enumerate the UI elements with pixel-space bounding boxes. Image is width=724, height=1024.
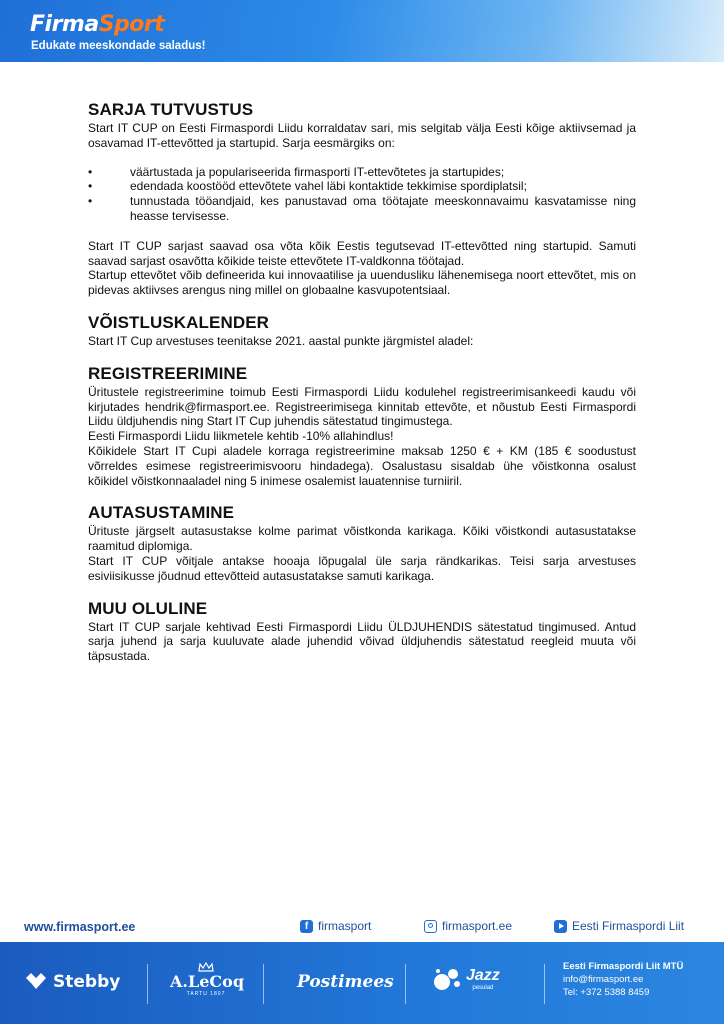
sponsor-divider (147, 964, 148, 1004)
calendar-paragraph: Start IT Cup arvestuses teenitakse 2021. aastal punkte järgmistel aladel: (88, 333, 474, 348)
sponsor-divider (263, 964, 264, 1004)
youtube-link[interactable] (554, 919, 684, 933)
stebby-label: Stebby (53, 972, 121, 992)
list-item (88, 179, 636, 194)
sponsor-divider (405, 964, 406, 1004)
alecoq-sub: TARTU 1807 (186, 991, 226, 997)
org-name: Eesti Firmaspordi Liit MTÜ (563, 961, 684, 972)
jazz-sub: pesulad (472, 985, 494, 991)
registration-paragraph-3: Kõikidele Start IT Cupi aladele korraga registreerimine maksab 1250 € + KM (185 € soodustust võrreldes esimese registreerimisvooru hindadega). Osalustasu sisaldab ühe võistkonna osalust kõikidel võistkonnaaladel ning 5 inimese osalemist lauatennise turniiril. (88, 443, 636, 488)
intro-paragraph-1: Start IT CUP on Eesti Firmaspordi Liidu korraldatav sari, mis selgitab välja Eesti kõige aktiivsemad ja osavamad IT-ettevõtted ja startupid. Sarja eesmärgiks on: (88, 121, 636, 150)
intro-paragraph-2: Start IT CUP sarjast saavad osa võta kõik Eestis tegutsevad IT-ettevõtted ning startupid. Samuti saavad sarjast osavõtta kõikide teiste ettevõtete IT-valdkonna töötajad. (88, 238, 636, 268)
page-header (0, 0, 724, 62)
list-item (88, 194, 636, 224)
logo-text-firma: Firma (30, 12, 99, 37)
other-paragraph: Start IT CUP sarjale kehtivad Eesti Firmaspordi Liidu ÜLDJUHENDIS sätestatud tingimused. Antud sarja juhend ja sarja kuuluvate alade juhendid võivad üldjuhendis sätestatud reegleid muuta või täpsustada. (88, 619, 636, 664)
alecoq-label: A.LeCoq (170, 972, 245, 991)
document-body (88, 100, 636, 664)
bullet-icon: • (88, 179, 93, 194)
website-link[interactable]: www.firmasport.ee (24, 920, 136, 934)
registration-paragraph-1: Üritustele registreerimine toimub Eesti Firmaspordi Liidu kodulehel registreerimisankeedi kaudu või kirjutades hendrik@firmasport.ee. Registreerimisega kinnitab ettevõte, et nõustub Eesti Firmaspordi Liidu üldjuhendis ning Start IT Cup juhendis sätestatud tingimustega. (88, 384, 636, 429)
youtube-label: Eesti Firmaspordi Liit (572, 919, 685, 933)
list-item-text: edendada koostööd ettevõtete vahel läbi kontaktide tekkimise spordiplatsil; (130, 179, 527, 194)
stebby-logo (24, 972, 120, 992)
bullet-icon: • (88, 164, 93, 179)
youtube-icon (554, 920, 567, 933)
heading-autasustamine: AUTASUSTAMINE (88, 503, 235, 523)
jazz-label: Jazz (466, 967, 500, 984)
intro-paragraph-3: Startup ettevõtet võib defineerida kui innovaatilise ja uuendusliku lähenemisega noort ettevõtet, mis on pidevas aktiivses arengus ning millel on globaalne kasvupotentsiaal. (88, 268, 636, 298)
stebby-icon (24, 972, 48, 992)
instagram-label: firmasport.ee (442, 919, 513, 933)
alecoq-logo (170, 962, 245, 998)
header-tagline: Edukate meeskondade saladus! (31, 40, 206, 52)
facebook-icon: f (300, 920, 313, 933)
bullet-icon: • (88, 194, 93, 209)
list-item-text: tunnustada tööandjaid, kes panustavad oma töötajate meeskonnavaimu kasvatamisse ning heasse tervisesse. (130, 194, 636, 223)
sponsor-divider (544, 964, 545, 1004)
registration-discount: Eesti Firmaspordi Liidu liikmetele kehtib -10% allahindlus! (88, 429, 394, 444)
instagram-link[interactable] (424, 919, 512, 933)
org-phone: Tel: +372 5388 8459 (563, 987, 650, 998)
crown-icon (198, 962, 214, 972)
sponsor-band (0, 942, 724, 1024)
heading-registreerimine: REGISTREERIMINE (88, 363, 248, 383)
list-item (88, 165, 636, 180)
heading-voistluskalender: VÕISTLUSKALENDER (88, 312, 270, 332)
awards-paragraph-2: Start IT CUP võitjale antakse hooaja lõpugalal üle sarja rändkarikas. Teisi sarja arvestuses esiviisikusse jõudnud ettevõtteid autasustatakse samuti karikaga. (88, 553, 636, 583)
postimees-logo: Postimees (297, 972, 394, 992)
jazz-logo (432, 966, 500, 994)
awards-paragraph-1: Ürituste järgselt autasustakse kolme parimat võistkonda karikaga. Kõiki võistkondi autasustatakse raamitud diplomiga. (88, 524, 636, 554)
org-email[interactable]: info@firmasport.ee (563, 974, 644, 985)
facebook-label: firmasport (318, 919, 372, 933)
footer-links (0, 908, 724, 942)
logo-text-sport: Sport (98, 12, 165, 37)
heading-sarja-tutvustus: SARJA TUTVUSTUS (88, 100, 254, 119)
facebook-link[interactable] (300, 919, 371, 933)
jazz-bubbles-icon (432, 966, 462, 994)
list-item-text: väärtustada ja populariseerida firmasporti IT-ettevõtetes ja startupides; (130, 164, 505, 179)
heading-muu-oluline: MUU OLULINE (88, 598, 208, 618)
firmasport-logo (30, 12, 164, 37)
goals-list (88, 165, 636, 224)
instagram-icon (424, 920, 437, 933)
organization-info (563, 960, 683, 999)
